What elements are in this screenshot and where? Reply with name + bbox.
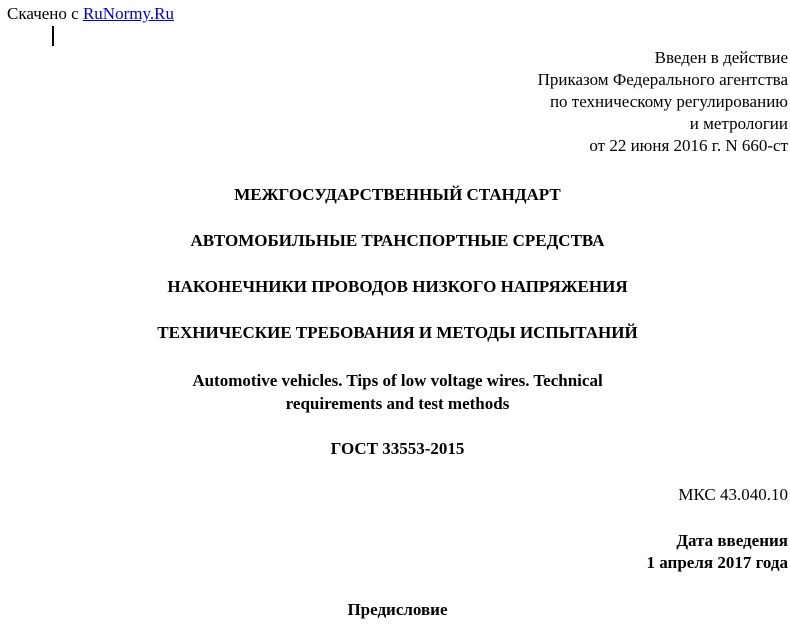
enactment-line: от 22 июня 2016 г. N 660-ст [589,136,788,155]
english-title-line: Automotive vehicles. Tips of low voltage wires. Technical [192,371,603,390]
gost-designation: ГОСТ 33553-2015 [330,439,465,458]
title-heading-3: ТЕХНИЧЕСКИЕ ТРЕБОВАНИЯ И МЕТОДЫ ИСПЫТАНИЙ [157,323,638,342]
runormy-link[interactable]: RuNormy.Ru [82,4,174,23]
source-prefix: Скачено с [7,4,83,23]
enactment-block [538,47,788,157]
standard-type-heading: МЕЖГОСУДАРСТВЕННЫЙ СТАНДАРТ [234,185,561,204]
mks-code: МКС 43.040.10 [678,485,788,504]
english-title-line: requirements and test methods [285,394,510,413]
title-heading-2: НАКОНЕЧНИКИ ПРОВОДОВ НИЗКОГО НАПРЯЖЕНИЯ [167,277,628,296]
text-cursor [52,26,54,46]
intro-date-value: 1 апреля 2017 года [646,553,788,572]
foreword-heading: Предисловие [347,600,448,619]
enactment-line: Приказом Федерального агентства [537,70,788,89]
english-title [0,369,790,415]
source-line [7,4,174,24]
enactment-line: и метрологии [689,114,788,133]
intro-date-label: Дата введения [676,531,788,550]
enactment-line: Введен в действие [654,48,788,67]
enactment-line: по техническому регулированию [549,92,788,111]
title-heading-1: АВТОМОБИЛЬНЫЕ ТРАНСПОРТНЫЕ СРЕДСТВА [190,231,605,250]
